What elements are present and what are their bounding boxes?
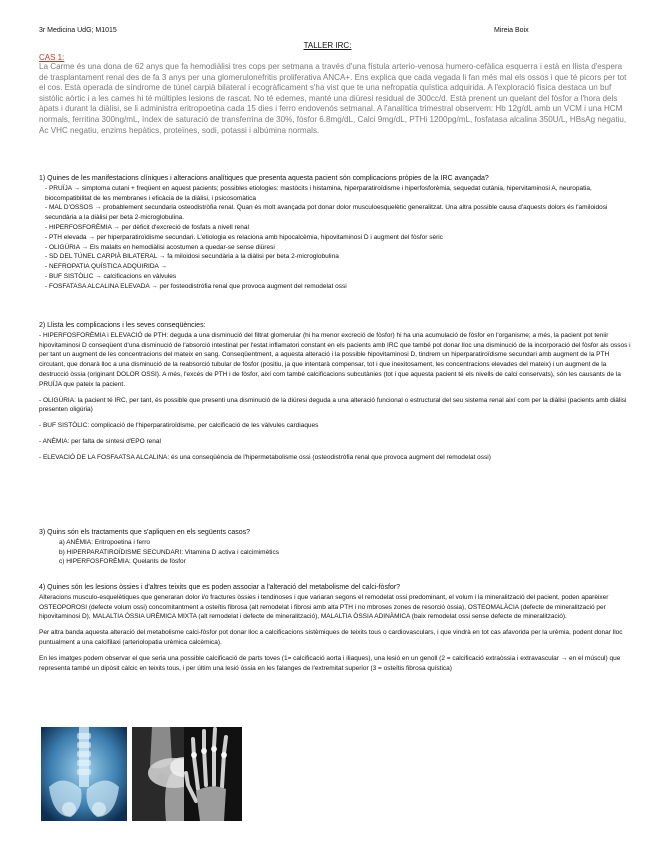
question-1-answers [39,184,631,292]
page-title: TALLER IRC: [303,41,352,50]
answer-item: - PTH elevada → per hiperparatiroïdisme secundari. L'etiologia es relaciona amb hipocalcèmia, hipovitaminosi D i augment del fòsfor sèric [45,233,443,241]
question-1: 1) Quines de les manifestacions clíniques i alteracions analítiques que presenta aquesta pacient són complicacions pròpies de la IRC avançada? [39,175,489,182]
answer-item: - HIPERFOSFORÈMIA → per dèficit d'excreció de fosfats a nivell renal [45,223,249,231]
question-3-block [39,528,631,567]
answer-item: - PRUÏJA → simptoma cutani + freqüent en aquest pacients; possibles etiologies: mastòcits i histamina, hiperparatiroïdisme i hiperfosforèmia, sequedat cutània, hipervitaminosi A, neuropatia, biocompatibilitat de les membranes i eficàcia de la diàlisi, i psicosomàtica [45,184,592,202]
answer-item: - FOSFATASA ALCALINA ELEVADA → per fosteodistròfia renal que provoca augment del remodelat ossi [45,282,347,290]
header-author: Mireia Boix [494,27,529,34]
answer-paragraph: En les imatges podem observar el que seria una possible calcificació de parts toves (1= calcificació aorta i iliaques), una lesió en un genoll (2 = calcificació extraòssia i extravascular → en el múscul) que representa també un dipòsit càlcic en teixits tous, i per últim una lesió òssia en les falanges de l'extremitat superior (3 = osteïtis fibrosa quística) [39,654,621,672]
answer-item: c) HIPERFOSFORÈMIA: Quelants de fòsfor [59,558,186,566]
answer-paragraph: - ELEVACIÓ DE LA FOSFAATSA ALCALINA: és una conseqüència de l'hipermetabolisme ossi (osteodistròfia renal que provoca augment del remodelat ossi) [39,453,491,461]
question-3: 3) Quins són els tractaments que s'apliquen en els següents casos? [39,529,251,536]
answer-paragraph: - BUF SISTÒLIC: complicació de l'hiperparatiroïdisme, per calcificació de les vàlvules cardiaques [39,422,319,430]
xray-abdomen-image [41,727,127,821]
answer-paragraph: Per altra banda aquesta alteració del metabolisme calci-fòsfor pot donar lloc a calcificacions sistèmiques de teixits tous o cardiovasculars, i que vindrà en tot cas afavorida per la urèmia, podent donar lloc puntualment a una calcifilaxi (arteriolopatia urèmica calcèmica). [39,629,623,646]
answer-item: - BUF SISTÒLIC → calcificacions en vàlvules [45,272,177,280]
question-3-answers [39,538,631,567]
question-2: 2) Llista les complicacions i les seves conseqüències: [39,322,206,329]
answer-paragraph: Alteracions musculo-esquelètiques que generaran dolor i/o fractures òssies i tendinoses i que variaran segons el remodelat ossi predominant, el volum i la mineralització del pacient, poden aparèixer OSTEOPOROSI (defecte volum ossi) concomitantment a osteïtis fibrosa (alt remodelat i fibrosi amb alta PTH i no mbroses zones de resorció òssia), OSTEOMALÀCIA (defecte de mineralització per hipovitaminosi D), MALALTIA ÒSSIA URÈMICA MIXTA (alt remodelat i defecte de mineralització), MALALTIA ÒSSIA ADINÀMICA (baix remodelat ossi sense defecte de mineralització). [39,593,609,621]
answer-item: - NEFROPATIA QUÍSTICA ADQUIRIDA → [45,263,167,271]
answer-paragraph: - OLIGÚRIA: la pacient té IRC, per tant, és possible que presenti una disminució de la diüresi deguda a una alteració funcional o estructural del seu sistema renal així com per la diàlisi (pacients amb diàlisi presenten oligúria) [39,396,627,414]
answer-paragraph: - HIPERFOSFORÈMIA i ELEVACIÓ de PTH: deguda a una disminució del filtrat glomerular (hi ha menor excreció de fòsfor) hi ha una acumulació de fòsfor en l'organisme; a més, la pacient pot teniir hipovitaminosi D conseqüent d'una disminució de l'absorció intestinal per l'estat inflamatori constant en els pacients amb IRC que també pot donar lloc una disminució de la incorporació del fòsfor als ossos i per tant un augment de les concentracions del mateix en sang. Conseqüentment, a aquesta alteració i la possible hipovitaminosi D, tindrem un hiperparatiroïdisme secundari amb augment de la PTH circulant, que donarà lloc a una disminució de la reabsorció tubular de fòsfor (positiu, ja que intentarà compensar, tot i que inexitosament, les concentracions elevades del mateix) i un augment de la destrucció òssia (originant DOLOR OSSI). A més, l'excés de PTH i de fòsfor, així com també calcificacions subcutànies (tot i que aquesta pacient té els nivells de calci conservats), són les causants de la PRUÏJA que pateix la pacient. [39,331,631,388]
answer-item: b) HIPERPARATIROÏDISME SECUNDARI: Vitamina D activa i calcimimètics [59,548,279,556]
question-4-block [39,583,631,673]
question-2-block [39,321,631,463]
answer-item: - MAL D'OSSOS → probablement secundaria osteodistròfia renal. Quan és molt avançada pot donar dolor musculoesquelètic generalitzat. Una altra possible causa d'aquests dolors és l'amiloidosi secundària a la diàlisi per beta 2-microglobulina. [45,204,608,222]
answer-item: a) ANÈMIA: Eritropoetina i ferro [59,538,151,546]
xray-hand-image [184,727,242,821]
question-1-block [39,174,631,292]
answer-paragraph: - ANÈMIA: per falta de síntesi d'EPO renal [39,437,161,445]
header-course: 3r Medicina UdG; M1015 [39,27,117,34]
answer-item: - SD DEL TÚNEL CARPIÀ BILATERAL → fa miloidosi secundària a la diàlisi per beta 2-microglobulina [45,253,339,261]
answer-item: - OLIGÚRIA → Els malalts en hemodiàlisi acostumen a quedar-se sense diüresi [45,243,275,251]
question-4: 4) Quines són les lesions òssies i d'altres teixits que es poden associar a l'alteració del metabolisme del calci-fòsfor? [39,584,401,591]
case-description: La Carme és una dona de 62 anys que fa hemodiàlisi tres cops per setmana a través d'una fístula arterio-venosa humero-cefàlica esquerra i està en llista d'espera de trasplantament renal des de fa 3 anys per una glomerulonefritis proliferativa ANCA+. Ens explica que cada vegada li fan més mal els ossos i que té picors per tot el cos. Està operada de síndrome de túnel carpià bilateral i ecogràficament s'ha vist que te una nefropatia quística adquirida. A l'exploració física destaca un buf sistòlic aòrtic i a les cames hi té múltiples lesions de rascat. No té edemes, manté una diüresi residual de 300cc/d. Està prenent un quelant del fòsfor a l'hora dels àpats i durant la diàlisi, se li administra eritropoetina cada 15 dies i ferro endovenós setmanal. A l'analítica trimestral observem: Hb 12g/dL amb un VCM i una HCM normals, ferritina 300ng/mL, índex de saturació de transferrina de 30%, fòsfor 6.8mg/dL, Calci 9mg/dL, PTHi 1200pg/mL, fosfatasa alcalina 350U/L, HBsAg negatiu, Ac VHC negatiu, enzims hepàtics, proteïnes, sodi, potassi i albúmina normals. [39,62,627,135]
case-label: CAS 1: [39,53,65,62]
